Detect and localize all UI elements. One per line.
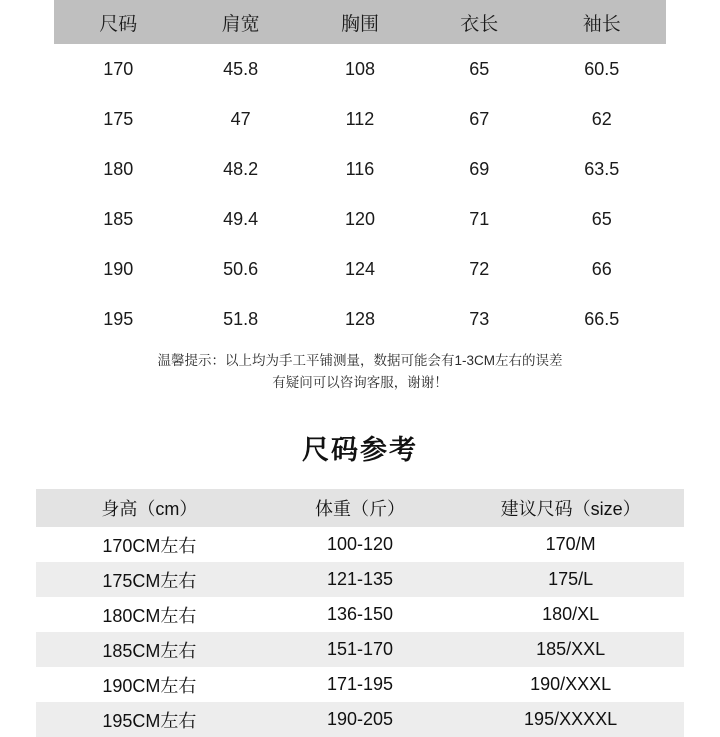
cell-weight: 151-170 bbox=[263, 632, 457, 667]
cell-sleeve: 65 bbox=[537, 194, 666, 244]
cell-recommended-size: 190/XXXL bbox=[457, 667, 684, 702]
note-line-1: 温馨提示：以上均为手工平铺测量，数据可能会有1-3CM左右的误差 bbox=[157, 353, 563, 368]
section-title: 尺码参考 bbox=[302, 435, 418, 465]
cell-sleeve: 66.5 bbox=[537, 294, 666, 344]
cell-weight: 171-195 bbox=[263, 667, 457, 702]
cell-length: 69 bbox=[421, 144, 537, 194]
table-row bbox=[36, 667, 684, 702]
cell-recommended-size: 170/M bbox=[457, 527, 684, 562]
cell-chest: 116 bbox=[299, 144, 421, 194]
column-header-height: 身高（cm） bbox=[101, 499, 198, 519]
cell-weight: 121-135 bbox=[263, 562, 457, 597]
cell-size: 175 bbox=[54, 94, 183, 144]
cell-length: 67 bbox=[421, 94, 537, 144]
cell-sleeve: 60.5 bbox=[537, 44, 666, 94]
size-table-body bbox=[54, 44, 666, 344]
table-row bbox=[36, 527, 684, 562]
cell-sleeve: 62 bbox=[537, 94, 666, 144]
reference-table-header bbox=[36, 489, 684, 527]
cell-weight: 100-120 bbox=[263, 527, 457, 562]
table-row bbox=[54, 144, 666, 194]
table-row bbox=[54, 244, 666, 294]
cell-sleeve: 66 bbox=[537, 244, 666, 294]
cell-length: 71 bbox=[421, 194, 537, 244]
note-line-2: 有疑问可以咨询客服，谢谢！ bbox=[272, 375, 448, 390]
cell-recommended-size: 175/L bbox=[457, 562, 684, 597]
cell-size: 185 bbox=[54, 194, 183, 244]
table-header-row bbox=[54, 0, 666, 44]
measurement-note bbox=[54, 350, 666, 394]
cell-chest: 108 bbox=[299, 44, 421, 94]
column-header-sleeve: 袖长 bbox=[582, 13, 621, 35]
column-header-chest: 胸围 bbox=[340, 13, 379, 35]
size-table-header bbox=[54, 0, 666, 44]
cell-shoulder: 51.8 bbox=[183, 294, 299, 344]
cell-shoulder: 50.6 bbox=[183, 244, 299, 294]
table-row bbox=[54, 194, 666, 244]
column-header-weight: 体重（斤） bbox=[314, 499, 405, 519]
table-row bbox=[36, 597, 684, 632]
table-row bbox=[54, 94, 666, 144]
size-measurements-table bbox=[54, 0, 666, 344]
cell-size: 195 bbox=[54, 294, 183, 344]
cell-height: 175CM左右 bbox=[36, 562, 263, 597]
cell-recommended-size: 195/XXXXL bbox=[457, 702, 684, 737]
cell-size: 170 bbox=[54, 44, 183, 94]
table-header-row bbox=[36, 489, 684, 527]
column-header-size: 尺码 bbox=[99, 13, 138, 35]
cell-chest: 124 bbox=[299, 244, 421, 294]
table-row bbox=[36, 562, 684, 597]
cell-size: 180 bbox=[54, 144, 183, 194]
cell-sleeve: 63.5 bbox=[537, 144, 666, 194]
cell-height: 195CM左右 bbox=[36, 702, 263, 737]
cell-chest: 128 bbox=[299, 294, 421, 344]
column-header-length: 衣长 bbox=[460, 13, 499, 35]
table-row bbox=[54, 44, 666, 94]
cell-length: 65 bbox=[421, 44, 537, 94]
cell-weight: 190-205 bbox=[263, 702, 457, 737]
cell-shoulder: 45.8 bbox=[183, 44, 299, 94]
cell-length: 72 bbox=[421, 244, 537, 294]
cell-height: 185CM左右 bbox=[36, 632, 263, 667]
cell-chest: 120 bbox=[299, 194, 421, 244]
cell-recommended-size: 180/XL bbox=[457, 597, 684, 632]
cell-height: 170CM左右 bbox=[36, 527, 263, 562]
cell-recommended-size: 185/XXL bbox=[457, 632, 684, 667]
cell-chest: 112 bbox=[299, 94, 421, 144]
cell-height: 190CM左右 bbox=[36, 667, 263, 702]
cell-shoulder: 47 bbox=[183, 94, 299, 144]
reference-table-body bbox=[36, 527, 684, 737]
table-row bbox=[36, 632, 684, 667]
cell-shoulder: 48.2 bbox=[183, 144, 299, 194]
cell-shoulder: 49.4 bbox=[183, 194, 299, 244]
cell-weight: 136-150 bbox=[263, 597, 457, 632]
cell-size: 190 bbox=[54, 244, 183, 294]
column-header-shoulder: 肩宽 bbox=[221, 13, 260, 35]
table-row bbox=[54, 294, 666, 344]
size-reference-table bbox=[36, 489, 684, 737]
cell-length: 73 bbox=[421, 294, 537, 344]
cell-height: 180CM左右 bbox=[36, 597, 263, 632]
column-header-recommended-size: 建议尺码（size） bbox=[500, 499, 641, 519]
